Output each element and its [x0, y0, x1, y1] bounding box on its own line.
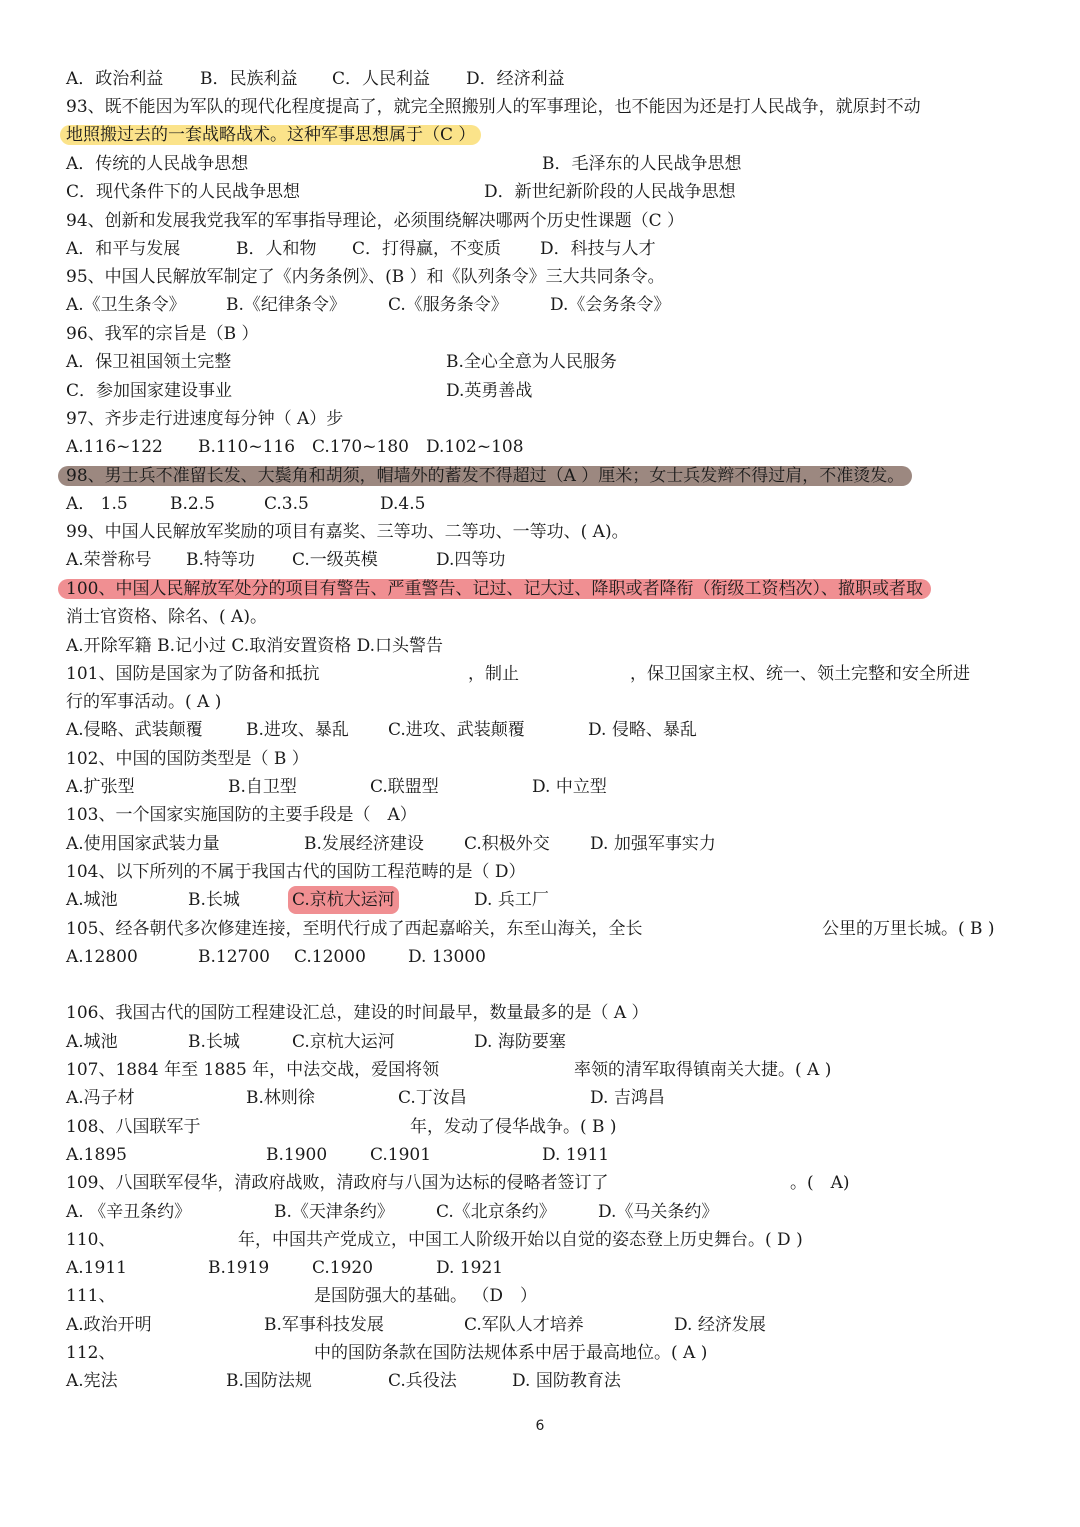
option-a: A.《卫生条令》	[66, 295, 186, 315]
option-c: C.《服务条令》	[388, 295, 508, 315]
option-d: D. 海防要塞	[474, 1032, 566, 1052]
question-97-text: 97、齐步走行进速度每分钟（ A）步	[66, 409, 344, 429]
option-a: A.12800	[66, 947, 138, 967]
question-112-part-2: 中的国防条款在国防法规体系中居于最高地位。( A )	[314, 1343, 708, 1363]
question-107-part-1: 107、1884 年至 1885 年，中法交战，爱国将领	[66, 1060, 440, 1080]
question-100-text	[66, 575, 931, 603]
question-109-part-2: 。( A)	[790, 1173, 850, 1193]
option-a: A． 1.5	[66, 494, 128, 514]
option-a: A．政治利益	[66, 69, 164, 89]
option-a: A.城池	[66, 1032, 118, 1052]
option-a: A.宪法	[66, 1371, 118, 1391]
option-c: C.170~180	[312, 437, 409, 457]
brown-highlight: 98、男士兵不准留长发、大鬓角和胡须，帽墙外的蓄发不得超过（A ）厘米；女士兵发辫不得过肩，不准烫发。	[58, 466, 912, 486]
question-103-text: 103、一个国家实施国防的主要手段是（ A）	[66, 805, 417, 825]
option-d: D.4.5	[380, 494, 426, 514]
option-d: D．新世纪新阶段的人民战争思想	[484, 182, 736, 202]
option-b: B.2.5	[170, 494, 215, 514]
option-d: D. 加强军事实力	[590, 834, 716, 854]
question-109-part-1: 109、八国联军侵华，清政府战败，清政府与八国为达标的侵略者签订了	[66, 1173, 609, 1193]
option-c: C.一级英模	[292, 550, 378, 570]
option-d: D.英勇善战	[446, 381, 533, 401]
option-b: B.发展经济建设	[304, 834, 424, 854]
option-b: B．人和物	[236, 239, 317, 259]
option-c: C.积极外交	[464, 834, 550, 854]
option-b: B.全心全意为人民服务	[446, 352, 617, 372]
question-106-text: 106、我国古代的国防工程建设汇总，建设的时间最早，数量最多的是（ A ）	[66, 1003, 649, 1023]
question-105-part-1: 105、经各朝代多次修建连接，至明代行成了西起嘉峪关，东至山海关，全长	[66, 919, 643, 939]
option-d: D.102~108	[426, 437, 524, 457]
option-d: D.《马关条约》	[598, 1202, 719, 1222]
question-101-part-2: ，制止	[468, 664, 519, 684]
question-99-text: 99、中国人民解放军奖励的项目有嘉奖、三等功、二等功、一等功、( A)。	[66, 522, 629, 542]
option-a: A.116~122	[66, 437, 163, 457]
option-c: C.军队人才培养	[464, 1315, 584, 1335]
option-d: D. 侵略、暴乱	[588, 720, 697, 740]
option-b: B.《纪律条令》	[226, 295, 346, 315]
option-b: B.军事科技发展	[264, 1315, 384, 1335]
option-d: D. 1921	[436, 1258, 504, 1278]
question-96-text: 96、我军的宗旨是（B ）	[66, 324, 259, 344]
question-110-part-1: 110、	[66, 1230, 116, 1250]
option-d: D.《会务条令》	[550, 295, 671, 315]
option-d: D. 13000	[408, 947, 486, 967]
question-98-text	[66, 462, 912, 490]
question-94-text: 94、创新和发展我党我军的军事指导理论，必须围绕解决哪两个历史性课题（C ）	[66, 211, 685, 231]
option-b: B.《天津条约》	[274, 1202, 394, 1222]
question-100-text-cont: 消士官资格、除名、( A)。	[66, 607, 267, 627]
option-c: C.12000	[294, 947, 366, 967]
page-number: 6	[535, 1418, 545, 1434]
option-d: D. 经济发展	[674, 1315, 766, 1335]
question-110-part-2: 年，中国共产党成立，中国工人阶级开始以自觉的姿态登上历史舞台。( D )	[238, 1230, 803, 1250]
option-d: D．经济利益	[466, 69, 565, 89]
option-c: C.《北京条约》	[436, 1202, 556, 1222]
option-b: B.1919	[208, 1258, 270, 1278]
option-b: B.长城	[188, 890, 240, 910]
question-95-text: 95、中国人民解放军制定了《内务条例》、(B ）和《队列条令》三大共同条令。	[66, 267, 665, 287]
question-93-text-cont	[66, 121, 481, 149]
option-c: C.兵役法	[388, 1371, 457, 1391]
option-b: B.110~116	[198, 437, 296, 457]
option-a: A．保卫祖国领土完整	[66, 352, 232, 372]
option-a: A.政治开明	[66, 1315, 152, 1335]
option-d: D．科技与人才	[540, 239, 656, 259]
option-a: A．和平与发展	[66, 239, 181, 259]
option-a: A.1895	[66, 1145, 127, 1165]
answer-options-100: A.开除军籍 B.记小过 C.取消安置资格 D.口头警告	[66, 636, 444, 656]
option-c: C．现代条件下的人民战争思想	[66, 182, 301, 202]
option-d: D. 1911	[542, 1145, 610, 1165]
question-101-part-1: 101、国防是国家为了防备和抵抗	[66, 664, 320, 684]
question-101-text-cont: 行的军事活动。( A )	[66, 692, 222, 712]
option-a: A.城池	[66, 890, 118, 910]
question-104-text: 104、以下所列的不属于我国古代的国防工程范畴的是（ D）	[66, 862, 526, 882]
option-c-highlighted: C.京杭大运河	[288, 886, 399, 914]
red-highlight: 100、中国人民解放军处分的项目有警告、严重警告、记过、记大过、降职或者降衔（衔级工资档次）、撤职或者取	[58, 579, 931, 599]
option-a: A．传统的人民战争思想	[66, 154, 249, 174]
option-c: C.1901	[370, 1145, 432, 1165]
option-c: C.京杭大运河	[292, 1032, 395, 1052]
option-c: C．人民利益	[332, 69, 431, 89]
option-b: B.进攻、暴乱	[246, 720, 349, 740]
option-c: C.进攻、武装颠覆	[388, 720, 525, 740]
option-a: A.荣誉称号	[66, 550, 152, 570]
option-a: A.使用国家武装力量	[66, 834, 220, 854]
option-d: D. 中立型	[532, 777, 607, 797]
option-a: A.扩张型	[66, 777, 135, 797]
option-b: B．毛泽东的人民战争思想	[542, 154, 742, 174]
option-c: C.联盟型	[370, 777, 439, 797]
option-d: D. 国防教育法	[512, 1371, 621, 1391]
option-d: D. 兵工厂	[474, 890, 549, 910]
question-102-text: 102、中国的国防类型是（ B ）	[66, 749, 309, 769]
question-108-part-2: 年，发动了侵华战争。( B )	[410, 1117, 617, 1137]
option-a: A.侵略、武装颠覆	[66, 720, 203, 740]
option-b: B.特等功	[186, 550, 255, 570]
question-107-part-2: 率领的清军取得镇南关大捷。( A )	[574, 1060, 832, 1080]
option-d: D.四等功	[436, 550, 506, 570]
option-b: B.林则徐	[246, 1088, 315, 1108]
option-b: B.12700	[198, 947, 270, 967]
option-c: C．打得赢，不变质	[352, 239, 502, 259]
option-a: A. 《辛丑条约》	[66, 1202, 192, 1222]
option-c: C.1920	[312, 1258, 374, 1278]
option-b: B.国防法规	[226, 1371, 312, 1391]
question-108-part-1: 108、八国联军于	[66, 1117, 201, 1137]
option-c: C.丁汝昌	[398, 1088, 467, 1108]
option-b: B．民族利益	[200, 69, 298, 89]
option-b: B.长城	[188, 1032, 240, 1052]
question-112-part-1: 112、	[66, 1343, 116, 1363]
option-b: B.自卫型	[228, 777, 297, 797]
option-c: C.3.5	[264, 494, 309, 514]
question-105-part-2: 公里的万里长城。( B )	[822, 919, 995, 939]
option-b: B.1900	[266, 1145, 328, 1165]
question-111-part-1: 111、	[66, 1286, 116, 1306]
option-a: A.冯子材	[66, 1088, 135, 1108]
question-93-text: 93、既不能因为军队的现代化程度提高了，就完全照搬别人的军事理论，也不能因为还是打人民战争，就原封不动	[66, 97, 921, 117]
option-a: A.1911	[66, 1258, 127, 1278]
question-111-part-2: 是国防强大的基础。 （D ）	[314, 1286, 538, 1306]
question-101-part-3: ，保卫国家主权、统一、领土完整和安全所进	[630, 664, 970, 684]
option-d: D. 吉鸿昌	[590, 1088, 665, 1108]
option-c: C．参加国家建设事业	[66, 381, 233, 401]
yellow-highlight: 地照搬过去的一套战略战术。这种军事思想属于（C ）	[60, 125, 481, 145]
